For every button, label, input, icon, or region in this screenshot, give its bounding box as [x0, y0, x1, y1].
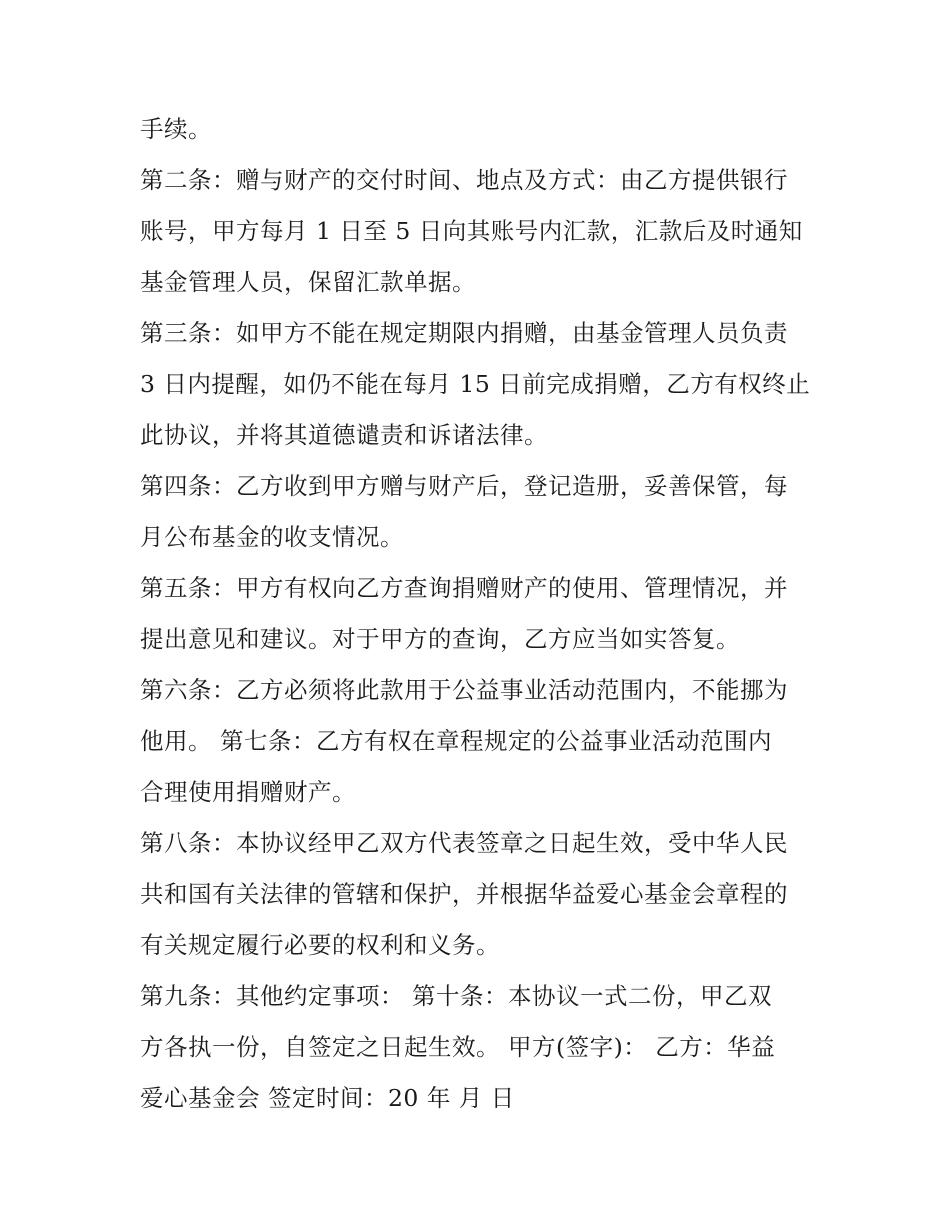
text-line: 共和国有关法律的管辖和保护，并根据华益爱心基金会章程的 — [140, 880, 788, 908]
text-line: 账号，甲方每月 1 日至 5 日向其账号内汇款，汇款后及时通知 — [140, 217, 803, 245]
text-line: 有关规定履行必要的权利和义务。 — [140, 931, 500, 959]
text-line: 基金管理人员，保留汇款单据。 — [140, 268, 476, 296]
text-line: 第三条：如甲方不能在规定期限内捐赠，由基金管理人员负责 — [140, 319, 788, 347]
text-line: 方各执一份，自签定之日起生效。 甲方(签字)： 乙方：华益 — [140, 1033, 776, 1061]
text-line: 此协议，并将其道德谴责和诉诸法律。 — [140, 421, 548, 449]
text-line: 第六条：乙方必须将此款用于公益事业活动范围内，不能挪为 — [140, 676, 788, 704]
text-line: 爱心基金会 签定时间：20 年 月 日 — [140, 1084, 515, 1112]
text-line: 第九条：其他约定事项： 第十条：本协议一式二份，甲乙双 — [140, 982, 772, 1010]
text-line: 第五条：甲方有权向乙方查询捐赠财产的使用、管理情况，并 — [140, 574, 788, 602]
text-line: 第二条：赠与财产的交付时间、地点及方式：由乙方提供银行 — [140, 166, 788, 194]
text-line: 提出意见和建议。对于甲方的查询，乙方应当如实答复。 — [140, 625, 740, 653]
text-line: 合理使用捐赠财产。 — [140, 778, 356, 806]
text-line: 第四条：乙方收到甲方赠与财产后，登记造册，妥善保管，每 — [140, 472, 788, 500]
agreement-text — [140, 104, 820, 1124]
text-line: 3 日内提醒，如仍不能在每月 15 日前完成捐赠，乙方有权终止 — [140, 370, 811, 398]
text-line: 他用。 第七条：乙方有权在章程规定的公益事业活动范围内 — [140, 727, 772, 755]
text-line: 手续。 — [140, 115, 212, 143]
text-line: 第八条：本协议经甲乙双方代表签章之日起生效，受中华人民 — [140, 829, 788, 857]
text-line: 月公布基金的收支情况。 — [140, 523, 404, 551]
